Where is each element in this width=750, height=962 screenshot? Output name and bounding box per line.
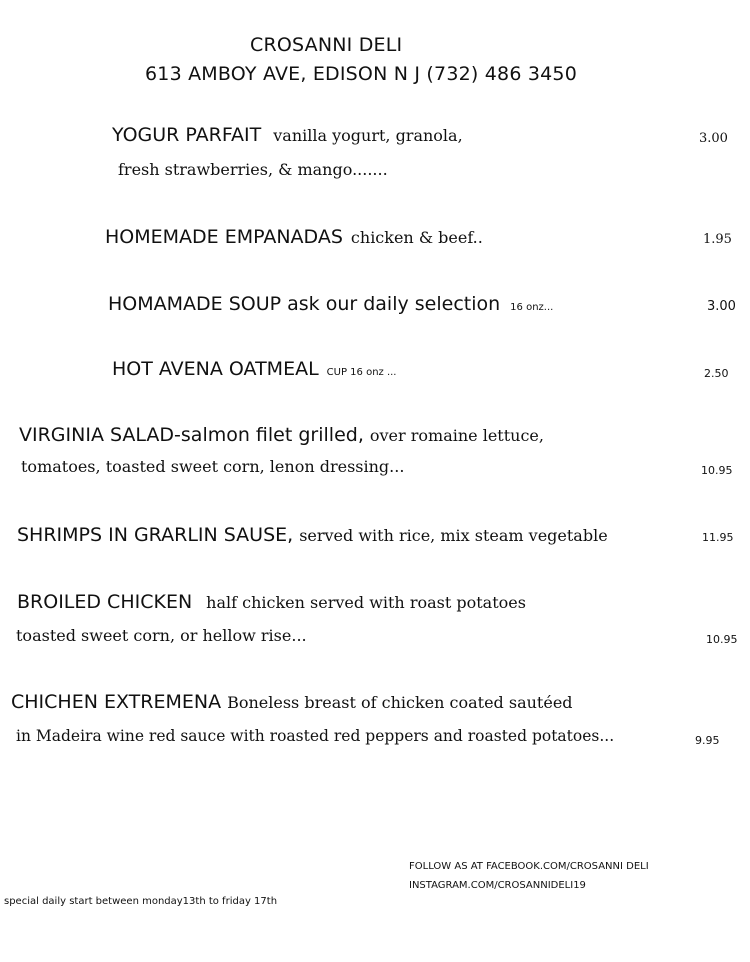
facebook-link-text: FOLLOW AS AT FACEBOOK.COM/CROSANNI DELI [409,861,649,872]
item-name: HOMEMADE EMPANADAS [105,226,343,248]
item-price: 10.95 [701,464,733,477]
item-description: half chicken served with roast potatoes [206,593,526,612]
deli-address: 613 AMBOY AVE, EDISON N J (732) 486 3450 [145,63,578,85]
item-description-line2: tomatoes, toasted sweet corn, lenon dressing... [21,457,405,476]
instagram-link-text: INSTAGRAM.COM/CROSANNIDELI19 [409,880,586,891]
deli-name: CROSANNI DELI [250,34,403,56]
item-description-line2: toasted sweet corn, or hellow rise... [16,626,307,645]
item-price: 9.95 [695,734,720,747]
item-price: 11.95 [702,531,734,544]
item-price: 3.00 [707,299,736,314]
item-name: SHRIMPS IN GRARLIN SAUSE, [17,524,294,546]
item-description: served with rice, mix steam vegetable [299,526,608,545]
item-price: 2.50 [704,367,729,380]
item-description: vanilla yogurt, granola, [273,126,463,145]
item-name: YOGUR PARFAIT [112,124,262,146]
menu-item-oatmeal [112,358,397,380]
menu-item-shrimps [17,524,608,546]
item-name: HOMAMADE SOUP ask our daily selection [108,293,501,315]
item-name: BROILED CHICKEN [17,591,193,613]
item-description-line2: in Madeira wine red sauce with roasted red peppers and roasted potatoes... [16,727,615,745]
menu-item-empanadas [105,226,483,248]
special-daily-note: special daily start between monday13th to friday 17th [4,896,278,907]
menu-item-yogurt-parfait [112,124,463,146]
item-note: 16 onz... [510,302,554,313]
item-price: 1.95 [703,232,732,247]
item-price: 3.00 [699,131,728,146]
item-description-line2: fresh strawberries, & mango....... [118,160,388,179]
item-price: 10.95 [706,633,738,646]
menu-item-broiled-chicken [17,591,526,613]
menu-item-virginia-salad [19,424,544,446]
menu-item-soup [108,293,553,315]
menu-item-chichen-extremena [11,691,573,713]
item-name: HOT AVENA OATMEAL [112,358,319,380]
item-description: chicken & beef.. [350,228,483,247]
item-note: CUP 16 onz ... [326,367,397,378]
item-name: VIRGINIA SALAD-salmon filet grilled, [19,424,364,446]
item-name: CHICHEN EXTREMENA [11,691,222,713]
item-description: Boneless breast of chicken coated sautéed [227,693,573,712]
item-description: over romaine lettuce, [369,426,544,445]
